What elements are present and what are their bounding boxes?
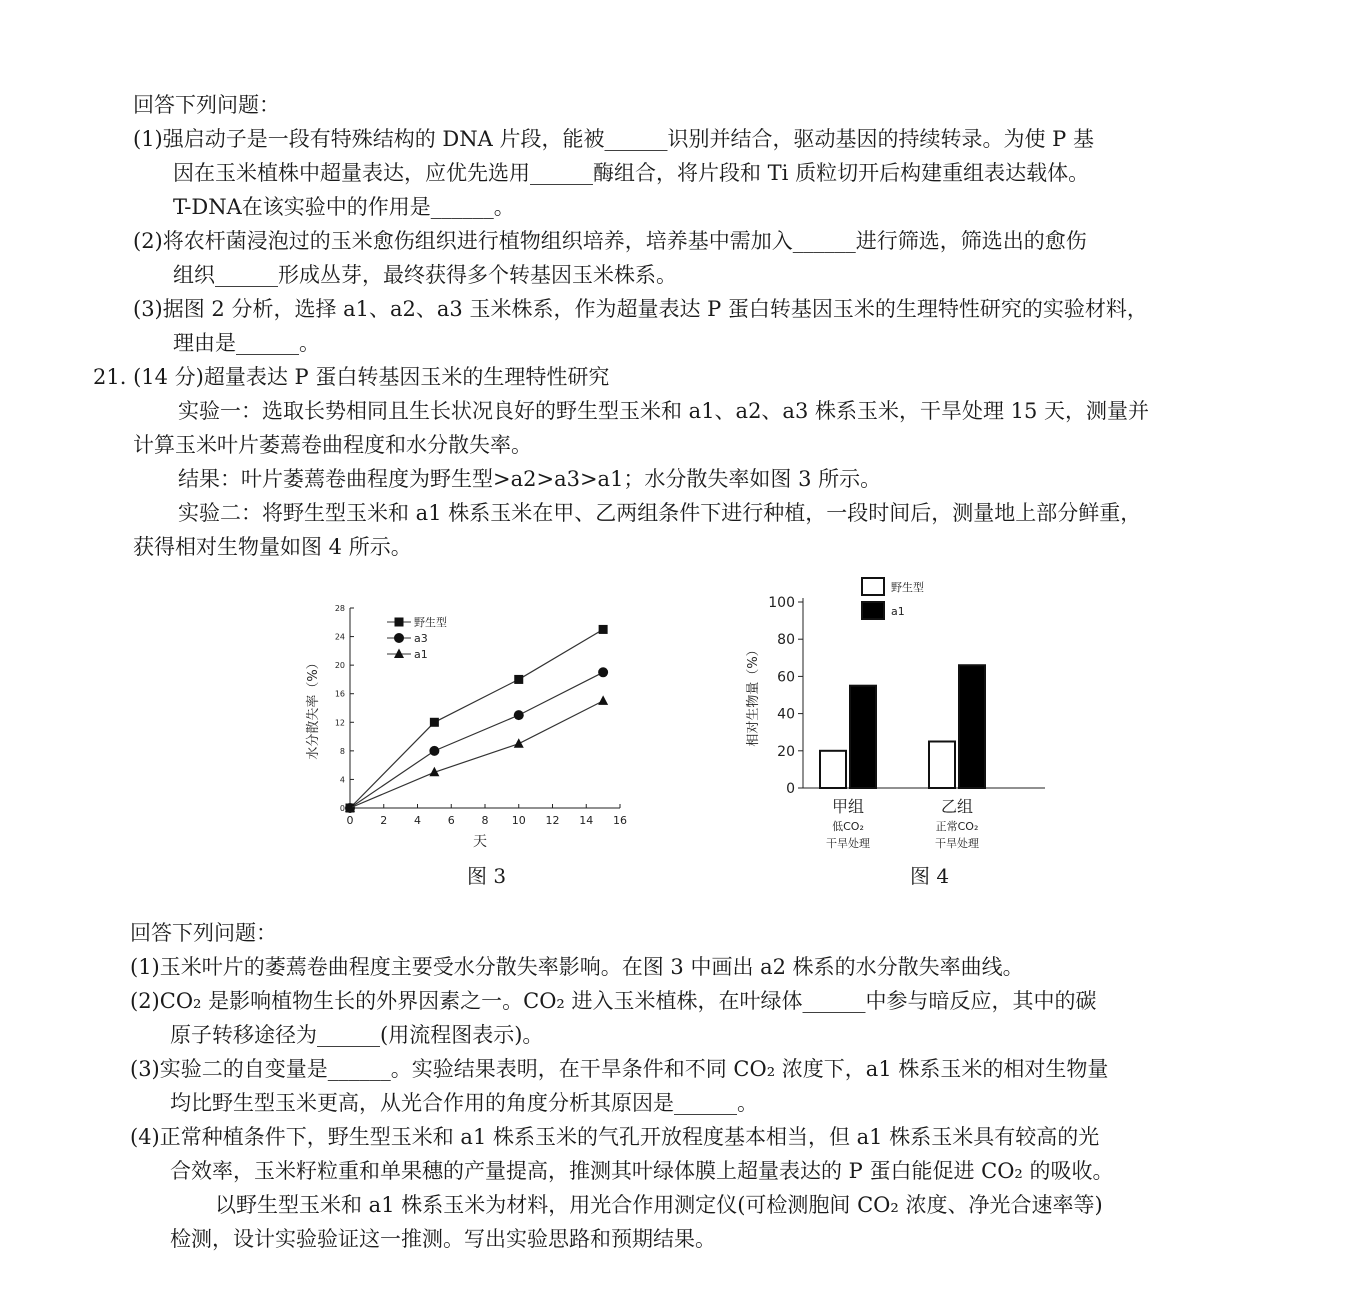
sub-question-3-line-2: 均比野生型玉米更高，从光合作用的角度分析其原因是______。 [170, 1091, 758, 1115]
question-1-line-2: 因在玉米植株中超量表达，应优先选用______酶组合，将片段和 Ti 质粒切开后构建重组表达载体。 [173, 161, 1090, 185]
y-axis-label: 相对生物量（%） [746, 643, 761, 747]
data-point-野生型 [599, 625, 608, 634]
sub-question-1: (1)玉米叶片的萎蔫卷曲程度主要受水分散失率影响。在图 3 中画出 a2 株系的水分散失率曲线。 [130, 955, 1024, 979]
x-tick-label: 16 [613, 814, 627, 827]
legend-marker-野生型 [395, 618, 404, 627]
sub-question-4-line-4: 检测，设计实验验证这一推测。写出实验思路和预期结果。 [170, 1227, 716, 1251]
legend-marker-a1 [394, 649, 404, 659]
figure-3-line-chart [295, 590, 655, 870]
data-point-a3 [429, 746, 439, 756]
sub-question-4-line-2: 合效率，玉米籽粒重和单果穗的产量提高，推测其叶绿体膜上超量表达的 P 蛋白能促进 CO₂ 的吸收。 [170, 1159, 1114, 1183]
experiment-1-line-1: 实验一：选取长势相同且生长状况良好的野生型玉米和 a1、a2、a3 株系玉米，干旱处理 15 天，测量并 [178, 399, 1150, 423]
y-tick-label: 0 [786, 781, 795, 797]
x-tick-label: 12 [545, 814, 560, 827]
series-line-野生型 [350, 629, 603, 808]
category-label: 乙组 [940, 797, 974, 816]
question-3-line-2: 理由是______。 [173, 331, 320, 355]
y-tick-label: 60 [777, 669, 795, 686]
legend-swatch-a1 [862, 602, 884, 619]
bar-a1 [959, 665, 985, 788]
answer-heading-2: 回答下列问题： [130, 921, 277, 945]
experiment-2-line-1: 实验二：将野生型玉米和 a1 株系玉米在甲、乙两组条件下进行种植，一段时间后，测量地上部分鲜重， [178, 501, 1142, 525]
y-tick-label: 16 [334, 689, 345, 699]
category-note: 干旱处理 [826, 837, 870, 850]
y-tick-label: 80 [777, 632, 795, 649]
bar-野生型 [929, 742, 955, 789]
sub-question-4-line-1: (4)正常种植条件下，野生型玉米和 a1 株系玉米的气孔开放程度基本相当，但 a1 株系玉米具有较高的光 [130, 1125, 1100, 1149]
legend-label-野生型: 野生型 [414, 616, 447, 629]
data-point-野生型 [430, 718, 439, 727]
y-tick-label: 4 [339, 775, 345, 785]
legend-label-a1: a1 [414, 648, 428, 661]
y-axis-label: 水分散失率（%） [306, 656, 321, 760]
category-label: 甲组 [831, 797, 865, 816]
legend-swatch-野生型 [862, 578, 884, 595]
experiment-2-line-2: 获得相对生物量如图 4 所示。 [133, 535, 412, 559]
sub-question-2-line-2: 原子转移途径为______(用流程图表示)。 [170, 1023, 544, 1047]
figure-4-caption: 图 4 [910, 864, 950, 888]
data-point-a1 [598, 695, 608, 705]
experiment-1-result: 结果：叶片萎蔫卷曲程度为野生型>a2>a3>a1；水分散失率如图 3 所示。 [178, 467, 882, 491]
x-tick-label: 4 [414, 814, 421, 827]
series-line-a1 [350, 701, 603, 808]
sub-question-3-line-1: (3)实验二的自变量是______。实验结果表明，在干旱条件和不同 CO₂ 浓度下，a1 株系玉米的相对生物量 [130, 1057, 1109, 1081]
legend-marker-a3 [394, 633, 404, 643]
data-point-a1 [514, 738, 524, 748]
legend-label-a3: a3 [414, 632, 428, 645]
y-tick-label: 24 [334, 632, 345, 642]
question-1-line-1: (1)强启动子是一段有特殊结构的 DNA 片段，能被______识别并结合，驱动基因的持续转录。为使 P 基 [133, 127, 1094, 151]
y-tick-label: 40 [777, 706, 795, 723]
figure-3-caption: 图 3 [467, 864, 507, 888]
x-tick-label: 8 [481, 814, 489, 827]
question-1-line-3: T-DNA在该实验中的作用是______。 [173, 195, 515, 219]
x-tick-label: 10 [511, 814, 526, 827]
data-point-a3 [514, 710, 524, 720]
q21-heading: 21. (14 分)超量表达 P 蛋白转基因玉米的生理特性研究 [93, 365, 610, 389]
category-note: 干旱处理 [935, 837, 979, 850]
y-tick-label: 20 [777, 743, 795, 760]
y-tick-label: 12 [334, 718, 345, 728]
data-point-野生型 [514, 675, 523, 684]
answer-heading: 回答下列问题： [133, 93, 280, 117]
sub-question-4-line-3: 以野生型玉米和 a1 株系玉米为材料，用光合作用测定仪(可检测胞间 CO₂ 浓度、净光合速率等) [215, 1193, 1103, 1217]
question-2-line-2: 组织______形成丛芽，最终获得多个转基因玉米株系。 [173, 263, 677, 287]
x-tick-label: 2 [380, 814, 388, 827]
sub-question-2-line-1: (2)CO₂ 是影响植物生长的外界因素之一。CO₂ 进入玉米植株，在叶绿体______中参与暗反应，其中的碳 [130, 989, 1097, 1013]
question-3-line-1: (3)据图 2 分析，选择 a1、a2、a3 玉米株系，作为超量表达 P 蛋白转基因玉米的生理特性研究的实验材料， [133, 297, 1148, 321]
y-tick-label: 8 [339, 746, 345, 756]
series-line-a3 [350, 672, 603, 808]
x-tick-label: 14 [579, 814, 594, 827]
legend-label-野生型: 野生型 [891, 581, 924, 594]
y-tick-label: 28 [334, 604, 345, 613]
category-note: 低CO₂ [832, 820, 864, 833]
bar-野生型 [820, 751, 846, 788]
data-point-a3 [598, 667, 608, 677]
y-tick-label: 20 [334, 661, 345, 671]
legend-label-a1: a1 [891, 605, 905, 618]
y-tick-label: 0 [339, 804, 345, 813]
x-axis-label: 天 [473, 834, 487, 850]
category-note: 正常CO₂ [935, 820, 979, 833]
experiment-1-line-2: 计算玉米叶片萎蔫卷曲程度和水分散失率。 [133, 433, 532, 457]
x-tick-label: 0 [346, 814, 354, 827]
bar-a1 [850, 686, 876, 788]
y-tick-label: 100 [768, 595, 795, 611]
question-2-line-1: (2)将农杆菌浸泡过的玉米愈伤组织进行植物组织培养，培养基中需加入______进行筛选，筛选出的愈伤 [133, 229, 1087, 253]
x-tick-label: 6 [447, 814, 455, 827]
figure-4-bar-chart [735, 572, 1065, 862]
